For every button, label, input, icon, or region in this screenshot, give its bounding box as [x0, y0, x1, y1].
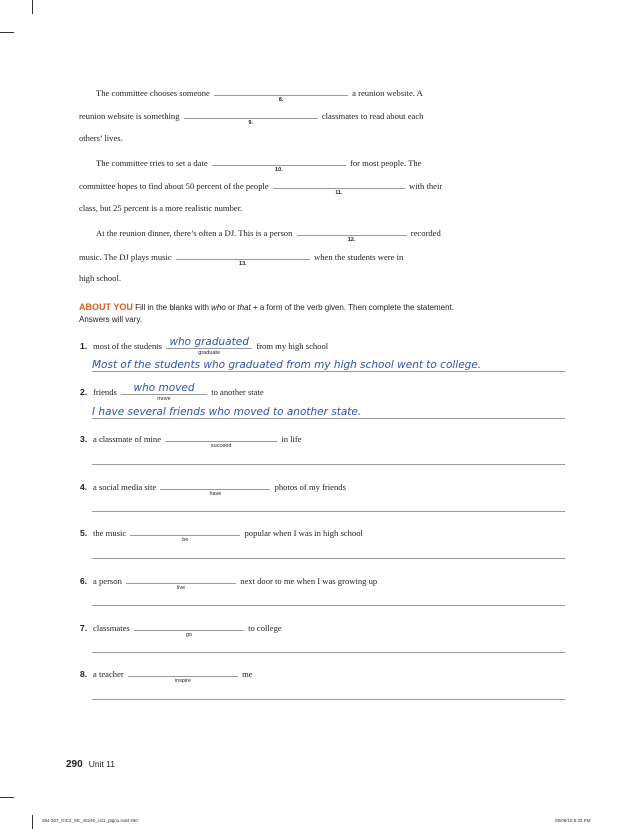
statement-line[interactable]: Most of the students who graduated from my high school went to college. [92, 359, 565, 372]
exercise-item: 3. a classmate of mine succeed in life [80, 434, 302, 449]
about-you-instructions: ABOUT YOU Fill in the blanks with who or that + a form of the verb given. Then complete the statement. Answers will vary. [79, 302, 454, 324]
paragraph-line: The committee tries to set a date 10. for most people. The [96, 158, 422, 173]
blank-11[interactable]: 11. [273, 179, 405, 189]
crop-mark [0, 32, 14, 33]
paragraph-line: reunion website is something 9. classmates to read about each [79, 111, 424, 126]
answer-blank[interactable]: be [130, 526, 240, 536]
exercise-item: 1. most of the students who graduated graduate from my high school [80, 336, 329, 356]
blank-9[interactable]: 9. [184, 109, 318, 119]
paragraph-line: At the reunion dinner, there’s often a DJ. This is a person 12. recorded [96, 228, 441, 243]
statement-line[interactable] [92, 499, 565, 512]
about-you-label: ABOUT YOU [79, 302, 133, 312]
blank-8[interactable]: 8. [214, 86, 348, 96]
blank-12[interactable]: 12. [297, 226, 407, 236]
crop-mark [32, 0, 33, 14]
answer-blank[interactable]: live [126, 574, 236, 584]
answer-blank[interactable]: who moved move [121, 385, 207, 395]
answer-blank[interactable]: who graduated graduate [166, 339, 252, 349]
answer-blank[interactable]: go [134, 621, 244, 631]
exercise-item: 2. friends who moved move to another state [80, 382, 264, 402]
exercise-item: 6. a person live next door to me when I was growing up [80, 576, 378, 591]
print-slug-date: 08/08/18 6:32 PM [555, 818, 591, 823]
paragraph-line: class, but 25 percent is a more realistic number. [79, 203, 243, 213]
statement-line[interactable] [92, 640, 565, 653]
page-number: 290 [66, 759, 83, 770]
blank-13[interactable]: 13. [176, 250, 310, 260]
unit-label: Unit 11 [88, 759, 115, 769]
exercise-item: 4. a social media site have photos of my friends [80, 482, 346, 497]
paragraph-line: others’ lives. [79, 133, 123, 143]
paragraph-line: music. The DJ plays music 13. when the students were in [79, 252, 404, 267]
answer-blank[interactable]: have [160, 480, 270, 490]
answer-blank[interactable]: inspire [128, 667, 238, 677]
blank-10[interactable]: 10. [212, 156, 346, 166]
crop-mark [0, 797, 14, 798]
paragraph-line: high school. [79, 273, 122, 283]
statement-line[interactable] [92, 687, 565, 700]
page-footer [66, 759, 115, 770]
exercise-item: 7. classmates go to college [80, 623, 282, 638]
paragraph-line: The committee chooses someone 8. a reunion website. A [96, 88, 423, 103]
statement-line[interactable] [92, 546, 565, 559]
print-slug-file: 284-307_GIC2_SE_40248_U11_ptgn1.indd 290 [42, 818, 138, 823]
exercise-item: 8. a teacher inspire me [80, 669, 253, 684]
crop-mark [32, 815, 33, 829]
paragraph-line: committee hopes to find about 50 percent of the people 11. with their [79, 181, 443, 196]
answer-blank[interactable]: succeed [165, 432, 277, 442]
statement-line[interactable]: I have several friends who moved to another state. [92, 406, 565, 419]
statement-line[interactable] [92, 593, 565, 606]
exercise-item: 5. the music be popular when I was in high school [80, 528, 363, 543]
statement-line[interactable] [92, 452, 565, 465]
